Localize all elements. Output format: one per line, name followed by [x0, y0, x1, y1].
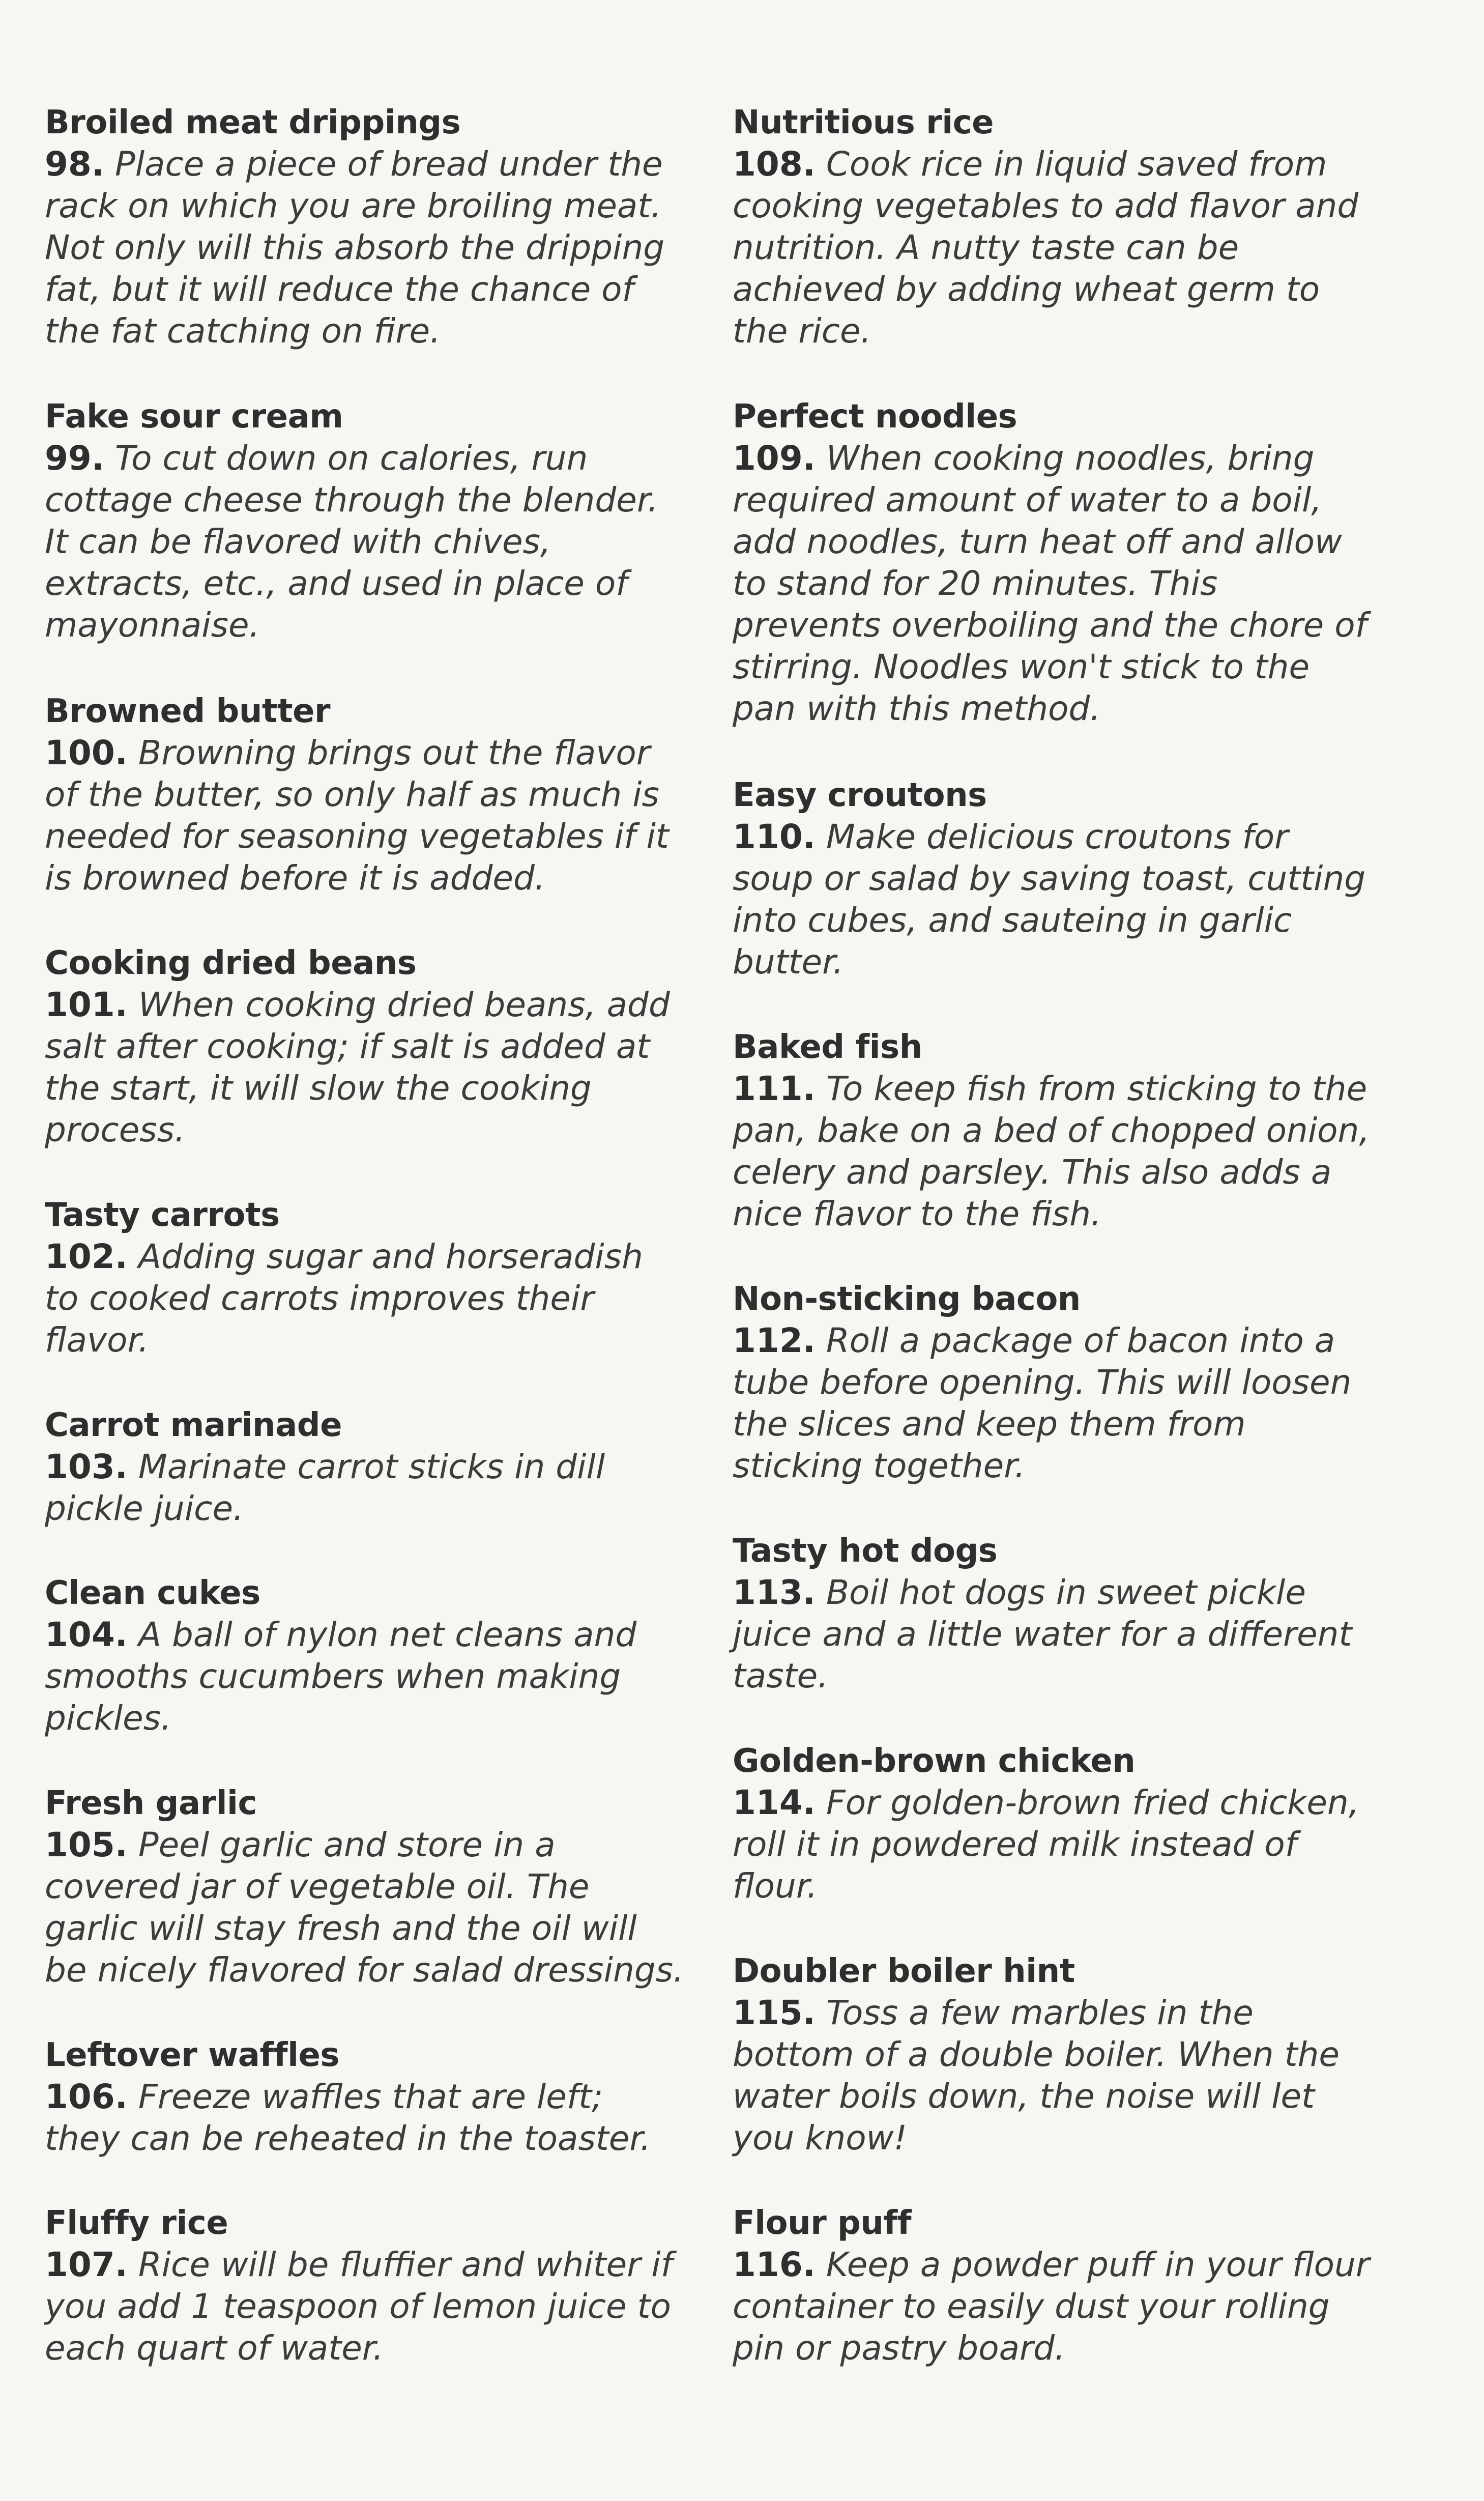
tip-107	[45, 2202, 686, 2369]
tip-body	[733, 816, 1374, 983]
tip-104	[45, 1572, 686, 1739]
tip-text: Freeze waffles that are left; they can be reheated in the toaster.	[45, 2077, 651, 2158]
tip-109	[733, 396, 1374, 730]
tip-title: Fluffy rice	[45, 2204, 228, 2242]
tip-body	[733, 1782, 1374, 1907]
tip-title: Nutritious rice	[733, 104, 994, 141]
tip-body	[733, 1572, 1374, 1697]
tip-body	[45, 143, 686, 352]
tip-111	[733, 1026, 1374, 1235]
tip-title: Cooking dried beans	[45, 944, 417, 982]
tip-text: For golden-brown fried chicken, roll it in powdered milk instead of flour.	[733, 1783, 1359, 1906]
tip-text: Adding sugar and horseradish to cooked carrots improves their flavor.	[45, 1237, 643, 1360]
tip-title: Non-sticking bacon	[733, 1280, 1081, 1318]
tip-body	[45, 984, 686, 1151]
tip-title: Baked fish	[733, 1028, 922, 1066]
tip-title: Carrot marinade	[45, 1406, 342, 1444]
tip-title: Easy croutons	[733, 777, 987, 814]
tip-number: 101.	[45, 985, 128, 1024]
tip-title: Clean cukes	[45, 1574, 260, 1612]
tip-116	[733, 2202, 1374, 2369]
tip-114	[733, 1740, 1374, 1907]
tip-99	[45, 396, 686, 646]
tip-title: Flour puff	[733, 2204, 912, 2242]
tip-body	[733, 1320, 1374, 1487]
tip-98	[45, 102, 686, 352]
tip-text: When cooking noodles, bring required amount of water to a boil, add noodles, turn heat off and allow to stand for 20 minutes. This prevents overboiling and the chore of stirring. Noodles won't stick to the pan with this method.	[733, 439, 1367, 728]
tip-text: Cook rice in liquid saved from cooking vegetables to add flavor and nutrition. A nutty taste can be achieved by adding wheat germ to the rice.	[733, 145, 1359, 351]
tip-number: 111.	[733, 1069, 816, 1108]
tip-text: Make delicious croutons for soup or salad by saving toast, cutting into cubes, and sauteing in garlic butter.	[733, 817, 1366, 982]
tip-number: 113.	[733, 1573, 816, 1612]
tip-text: Place a piece of bread under the rack on which you are broiling meat. Not only will this absorb the dripping fat, but it will reduce the chance of the fat catching on fire.	[45, 145, 665, 351]
tip-text: Boil hot dogs in sweet pickle juice and a little water for a different taste.	[733, 1573, 1352, 1695]
tip-text: Keep a powder puff in your flour container to easily dust your rolling pin or pastry board.	[733, 2245, 1370, 2368]
tip-text: Toss a few marbles in the bottom of a double boiler. When the water boils down, the noise will let you know!	[733, 1993, 1340, 2158]
tip-body	[45, 2244, 686, 2369]
tip-text: To keep fish from sticking to the pan, bake on a bed of chopped onion, celery and parsley. This also adds a nice flavor to the fish.	[733, 1069, 1370, 1233]
tip-title: Fake sour cream	[45, 398, 343, 436]
tip-text: A ball of nylon net cleans and smooths cucumbers when making pickles.	[45, 1615, 637, 1738]
tip-number: 106.	[45, 2077, 128, 2116]
tip-103	[45, 1404, 686, 1530]
tip-number: 107.	[45, 2245, 128, 2284]
tip-text: To cut down on calories, run cottage cheese through the blender. It can be flavored with chives, extracts, etc., and used in place of mayonnaise.	[45, 439, 658, 645]
tip-101	[45, 942, 686, 1151]
tip-body	[733, 1992, 1374, 2159]
tip-number: 114.	[733, 1783, 816, 1822]
tip-body	[733, 438, 1374, 730]
tip-106	[45, 2034, 686, 2160]
tip-number: 109.	[733, 439, 816, 478]
tip-number: 102.	[45, 1237, 128, 1276]
tip-number: 116.	[733, 2245, 816, 2284]
tip-number: 112.	[733, 1321, 816, 1360]
tip-body	[45, 732, 686, 899]
tip-text: Rice will be fluffier and whiter if you add 1 teaspoon of lemon juice to each quart of water.	[45, 2245, 673, 2368]
tip-100	[45, 691, 686, 899]
tip-title: Tasty carrots	[45, 1196, 280, 1234]
tip-105	[45, 1783, 686, 1991]
tip-text: Marinate carrot sticks in dill pickle juice.	[45, 1447, 605, 1528]
tip-number: 99.	[45, 439, 104, 478]
tip-number: 98.	[45, 145, 104, 184]
tip-number: 110.	[733, 817, 816, 856]
tip-title: Doubler boiler hint	[733, 1952, 1075, 1990]
tip-body	[733, 1068, 1374, 1235]
tip-112	[733, 1278, 1374, 1487]
tip-title: Tasty hot dogs	[733, 1532, 998, 1570]
tip-body	[45, 1614, 686, 1739]
tip-text: When cooking dried beans, add salt after cooking; if salt is added at the start, it will slow the cooking process.	[45, 985, 670, 1149]
tip-title: Fresh garlic	[45, 1785, 257, 1822]
tip-body	[45, 2076, 686, 2160]
tip-title: Browned butter	[45, 693, 331, 730]
tip-number: 105.	[45, 1825, 128, 1864]
tip-body	[45, 1824, 686, 1991]
tip-body	[733, 2244, 1374, 2369]
tip-102	[45, 1194, 686, 1361]
tip-title: Perfect noodles	[733, 398, 1017, 436]
tip-title: Golden-brown chicken	[733, 1742, 1136, 1780]
tip-number: 103.	[45, 1447, 128, 1486]
tip-number: 100.	[45, 733, 128, 772]
tip-text: Browning brings out the flavor of the butter, so only half as much is needed for seasoning vegetables if it is browned before it is added.	[45, 733, 669, 898]
tip-113	[733, 1530, 1374, 1697]
tip-body	[45, 1236, 686, 1361]
tip-108	[733, 102, 1374, 352]
tip-number: 115.	[733, 1993, 816, 2032]
tip-number: 108.	[733, 145, 816, 184]
tip-title: Broiled meat drippings	[45, 104, 461, 141]
tip-text: Peel garlic and store in a covered jar of vegetable oil. The garlic will stay fresh and the oil will be nicely flavored for salad dressings.	[45, 1825, 684, 1990]
tip-number: 104.	[45, 1615, 128, 1654]
tip-title: Leftover waffles	[45, 2036, 339, 2074]
tip-110	[733, 774, 1374, 983]
tip-body	[45, 1446, 686, 1530]
tip-115	[733, 1950, 1374, 2159]
tip-body	[45, 438, 686, 646]
tip-body	[733, 143, 1374, 352]
tip-text: Roll a package of bacon into a tube before opening. This will loosen the slices and keep them from sticking together.	[733, 1321, 1352, 1485]
